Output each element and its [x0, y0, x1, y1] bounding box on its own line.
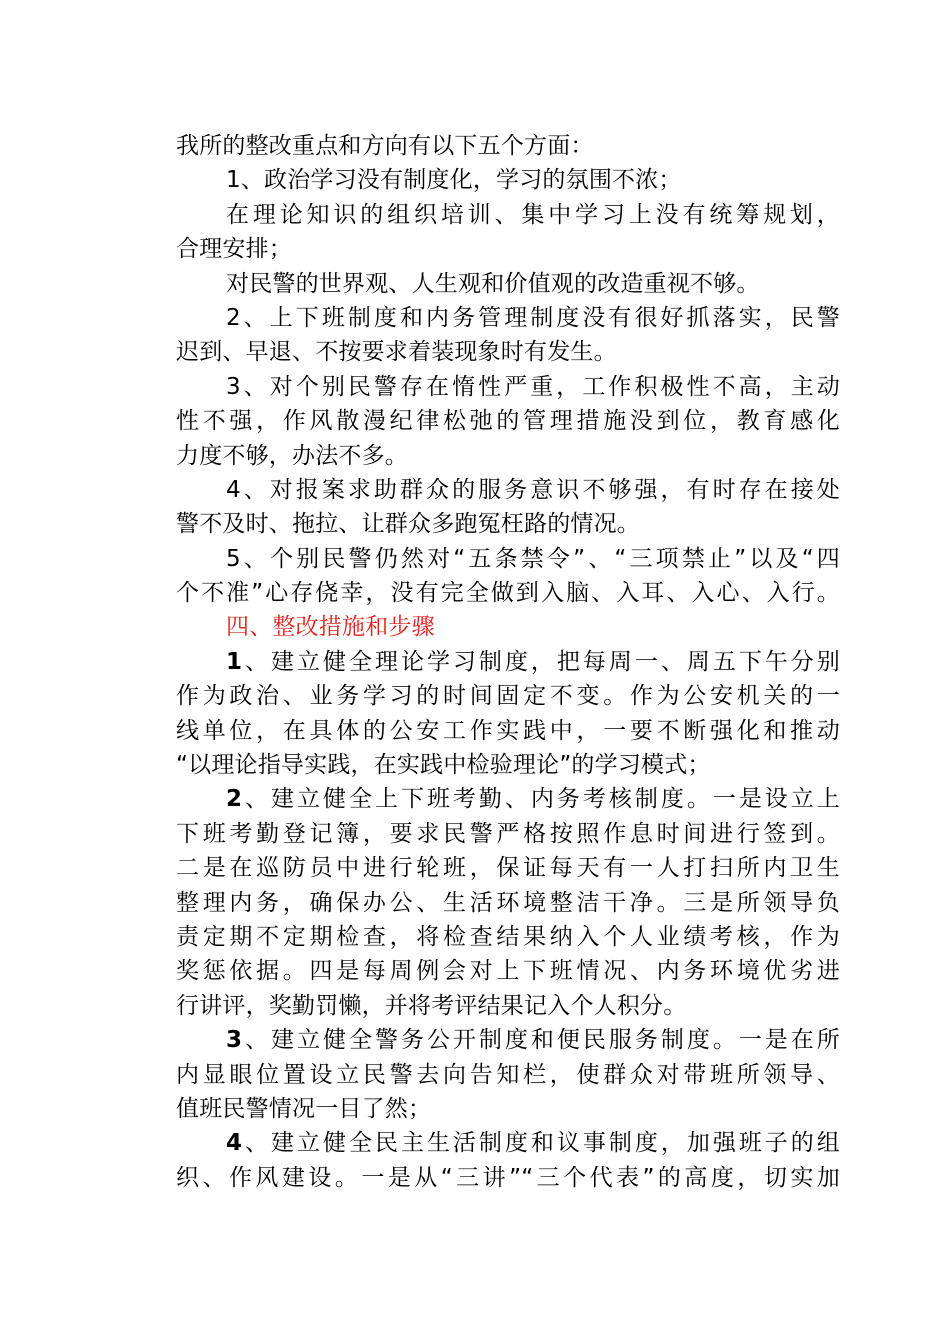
- paragraph-line: 个不准”心存侥幸，没有完全做到入脑、入耳、入心、入行。: [176, 580, 840, 607]
- item-line-2: 2、上下班制度和内务管理制度没有很好抓落实，民警: [226, 304, 840, 331]
- measure-line-4: [176, 1126, 840, 1160]
- paragraph-line: 二是在巡防员中进行轮班，保证每天有一人打扫所内卫生: [176, 855, 840, 882]
- paragraph-line: 线单位，在具体的公安工作实践中，一要不断强化和推动: [176, 717, 840, 744]
- measure-number: 2: [226, 786, 243, 813]
- measure-text: 、建立健全民主生活制度和议事制度，加强班子的组: [242, 1130, 840, 1157]
- paragraph-line: 内显眼位置设立民警去向告知栏，使群众对带班所领导、: [176, 1061, 840, 1088]
- paragraph-line-intro: 我所的整改重点和方向有以下五个方面：: [176, 133, 594, 159]
- item-line-4: 4、对报案求助群众的服务意识不够强，有时存在接处: [226, 476, 840, 503]
- paragraph-line: 在理论知识的组织培训、集中学习上没有统筹规划，: [226, 201, 840, 228]
- measure-text: 、建立健全警务公开制度和便民服务制度。一是在所: [242, 1027, 840, 1054]
- paragraph-line: 下班考勤登记簿，要求民警严格按照作息时间进行签到。: [176, 820, 840, 847]
- measure-number: 4: [226, 1130, 243, 1157]
- measure-line-1: [176, 645, 840, 679]
- paragraph-line: 作为政治、业务学习的时间固定不变。作为公安机关的一: [176, 683, 840, 710]
- section-heading: 四、整改措施和步骤: [226, 614, 435, 641]
- paragraph-line: 织、作风建设。一是从“三讲”“三个代表”的高度，切实加: [176, 1164, 840, 1191]
- measure-line-3: [176, 1023, 840, 1057]
- paragraph-line: 警不及时、拖拉、让群众多跑冤枉路的情况。: [176, 511, 640, 538]
- paragraph-line: 力度不够，办法不多。: [176, 442, 408, 469]
- item-line-5: 5、个别民警仍然对“五条禁令”、“三项禁止”以及“四: [226, 545, 840, 572]
- paragraph-line: 奖惩依据。四是每周例会对上下班情况、内务环境优劣进: [176, 958, 840, 985]
- paragraph-line: 迟到、早退、不按要求着装现象时有发生。: [176, 339, 617, 366]
- measure-line-2: [176, 782, 840, 816]
- measure-number: 1: [226, 648, 243, 675]
- paragraph-line: 行讲评，奖勤罚懒，并将考评结果记入个人积分。: [176, 992, 687, 1019]
- measure-text: 、建立健全理论学习制度，把每周一、周五下午分别: [242, 648, 840, 675]
- document-body: [176, 129, 840, 1195]
- paragraph-line: 责定期不定期检查，将检查结果纳入个人业绩考核，作为: [176, 923, 840, 950]
- measure-number: 3: [226, 1027, 243, 1054]
- paragraph-line: 性不强，作风散漫纪律松弛的管理措施没到位，教育感化: [176, 408, 840, 435]
- paragraph-line: 合理安排；: [176, 236, 292, 263]
- paragraph-line: 对民警的世界观、人生观和价值观的改造重视不够。: [226, 270, 760, 297]
- paragraph-line: “以理论指导实践，在实践中检验理论”的学习模式；: [176, 752, 711, 779]
- paragraph-line: 整理内务，确保办公、生活环境整洁干净。三是所领导负: [176, 889, 840, 916]
- paragraph-line: 值班民警情况一目了然；: [176, 1095, 432, 1122]
- item-line-1: 1、政治学习没有制度化，学习的氛围不浓；: [226, 167, 682, 194]
- measure-text: 、建立健全上下班考勤、内务考核制度。一是设立上: [242, 786, 840, 813]
- item-line-3: 3、对个别民警存在惰性严重，工作积极性不高，主动: [226, 373, 840, 400]
